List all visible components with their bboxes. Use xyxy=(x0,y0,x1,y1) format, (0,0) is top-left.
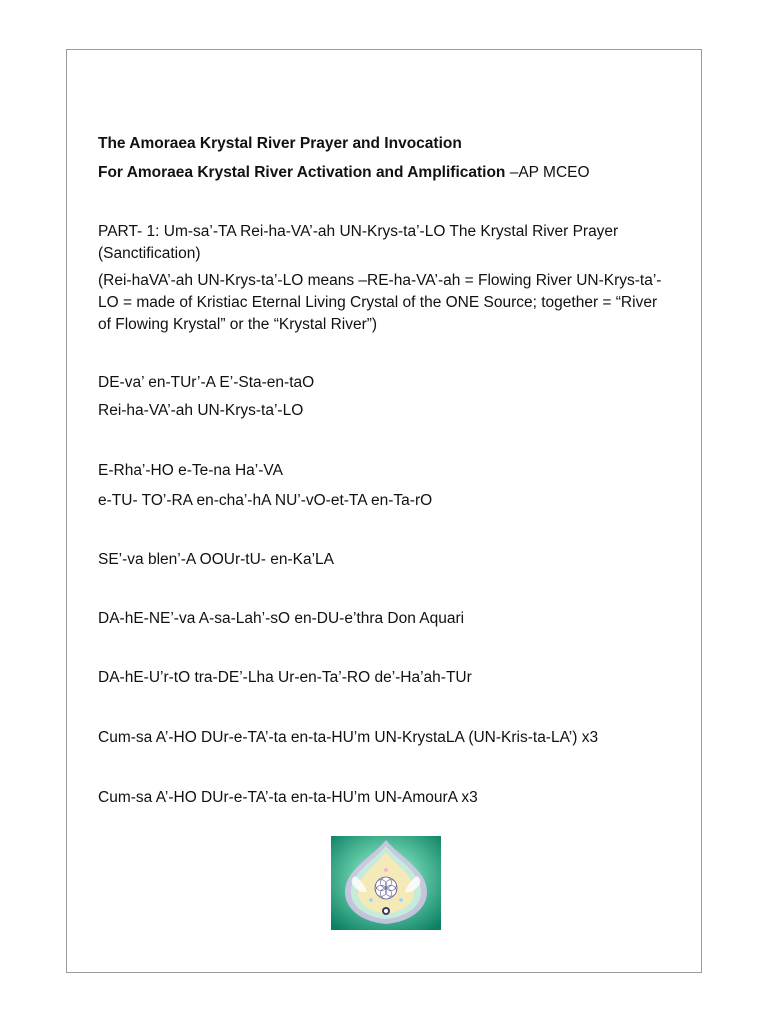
prayer-line: DA-hE-NE’-va A-sa-Lah’-sO en-DU-e’thra Don Aquari xyxy=(98,610,465,627)
subtitle-attribution: –AP MCEO xyxy=(505,164,590,181)
prayer-line: e-TU- TO’-RA en-cha’-hA NU’-vO-et-TA en-Ta-rO xyxy=(98,492,433,509)
prayer-line: Cum-sa A’-HO DUr-e-TA’-ta en-ta-HU’m UN-AmourA x3 xyxy=(98,789,478,806)
document-page xyxy=(66,49,702,973)
document-title: The Amoraea Krystal River Prayer and Invocation xyxy=(98,135,462,152)
document-subtitle xyxy=(98,162,668,184)
part-heading: PART- 1: Um-sa’-TA Rei-ha-VA’-ah UN-Krys-ta’-LO The Krystal River Prayer (Sanctification) xyxy=(98,223,619,262)
krystal-river-emblem-icon xyxy=(331,836,441,930)
prayer-line: Rei-ha-VA’-ah UN-Krys-ta’-LO xyxy=(98,402,304,419)
prayer-line: SE’-va blen’-A OOUr-tU- en-Ka’LA xyxy=(98,551,335,568)
prayer-line: E-Rha’-HO e-Te-na Ha’-VA xyxy=(98,462,283,479)
prayer-line: DA-hE-U’r-tO tra-DE’-Lha Ur-en-Ta’-RO de’-Ha’ah-TUr xyxy=(98,669,472,686)
subtitle-bold: For Amoraea Krystal River Activation and Amplification xyxy=(98,164,506,181)
definition-paragraph: (Rei-haVA’-ah UN-Krys-ta’-LO means –RE-ha-VA’-ah = Flowing River UN-Krys-ta’-LO = made of Kristiac Eternal Living Crystal of the ONE Source; together = “River of Flowing Krystal” or the “Krystal River”) xyxy=(98,272,662,333)
prayer-line: DE-va’ en-TUr’-A E’-Sta-en-taO xyxy=(98,374,315,391)
prayer-line: Cum-sa A’-HO DUr-e-TA’-ta en-ta-HU’m UN-KrystaLA (UN-Kris-ta-LA’) x3 xyxy=(98,729,599,746)
